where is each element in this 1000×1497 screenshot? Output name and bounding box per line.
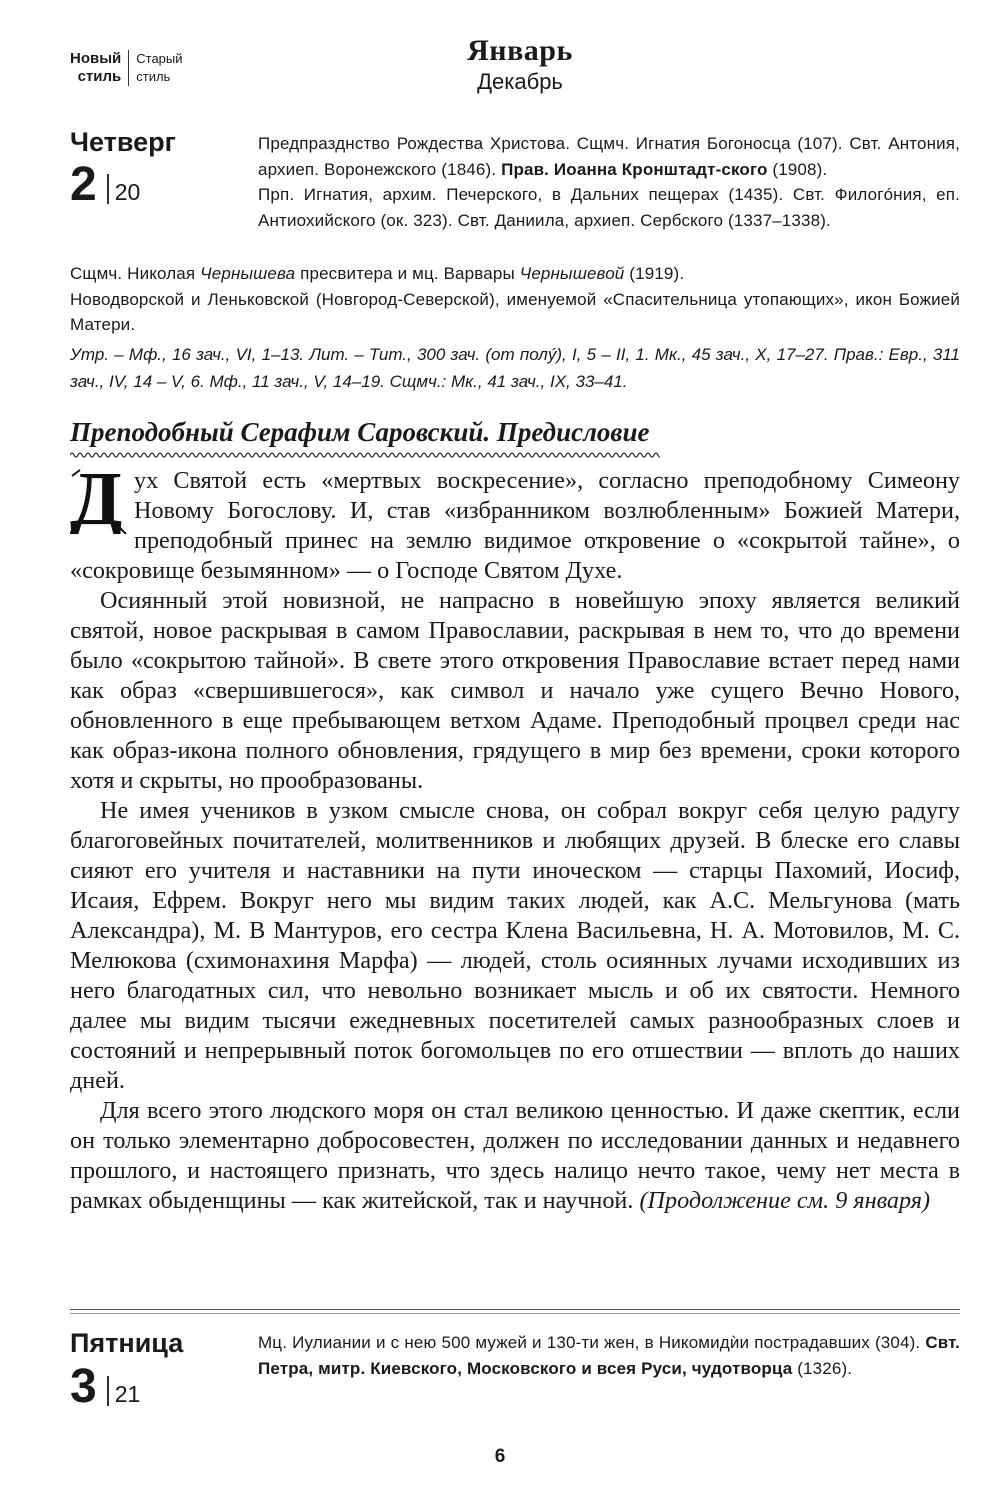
article-title: Преподобный Серафим Саровский. Предисловие — [70, 417, 650, 447]
day1-date-new: 2 — [70, 158, 97, 211]
month-new-style: Январь — [467, 34, 573, 67]
wavy-underline — [70, 450, 660, 460]
day1-date — [70, 160, 140, 210]
day2-weekday: Пятница — [70, 1328, 184, 1358]
commemoration-line: Сщмч. Николая Чернышева пресвитера и мц. Варвары Чернышевой (1919). — [70, 264, 685, 283]
drop-cap-glyph — [70, 468, 128, 534]
page-number: 6 — [494, 1446, 506, 1467]
article-paragraph: Осиянный этой новизной, не напрасно в новейшую эпоху является великий святой, новое раскрывая в самом Православии, раскрывая в нем то, что до времени было «сокрытою тайной». В свете этого откровения Православие встает перед нами как образ «свершившегося», как символ и начало уже сущего Вечно Нового, обновленного в еще пребывающем ветхом Адаме. Преподобный процвел среди нас как образ-икона полного обновления, грядущего в мир без времени, сроки которого хотя и скрыты, но прообразованы. — [70, 587, 960, 794]
article-paragraph: Д ух Святой есть «мертвых воскресение», согласно преподобному Симеону Новому Богослову. И, став «избранником возлюбленным» Божией Матери, преподобный принес на землю видимое откровение о «сокрытой тайне», о «сокровище безымянном» — о Господе Святом Духе. — [70, 466, 960, 586]
old-style-label: Старый стиль — [136, 51, 183, 84]
day1-commemorations-full — [70, 261, 960, 338]
section-divider — [70, 1309, 960, 1310]
day1-weekday: Четверг — [70, 127, 176, 157]
day2-date — [70, 1362, 140, 1412]
date-separator — [107, 174, 109, 204]
article-paragraph: Для всего этого людского моря он стал великою ценностью. И даже скептик, если он только элементарно добросовестен, должен по исследовании данных и недавнего прошлого, и настоящего признать, что здесь налицо нечто такое, чему нет места в рамках обыденщины — как житейской, так и научной. (Продолжение см. 9 января) — [70, 1097, 960, 1214]
day2-date-new: 3 — [70, 1360, 97, 1413]
month-old-style: Декабрь — [477, 69, 563, 94]
day2-date-old: 21 — [114, 1381, 141, 1407]
article-body — [70, 466, 960, 1216]
day1-commemorations-indented — [258, 131, 960, 233]
date-separator — [107, 1376, 109, 1406]
new-style-label: Новый стиль — [70, 50, 129, 86]
article-paragraph: Не имея учеников в узком смысле снова, он собрал вокруг себя целую радугу благоговейных почитателей, молитвенников и любящих друзей. В блеске его славы сияют его учителя и наставники на пути иноческом — старцы Пахомий, Иосиф, Исаия, Ефрем. Вокруг него мы видим таких людей, как А.С. Мельгунова (мать Александра), М. В Мантуров, его сестра Клена Васильевна, Н. А. Мотовилов, М. С. Мелюкова (схимонахиня Марфа) — людей, столь осиянных лучами исходивших из него благодатных сил, что невольно возникает мысль и об их святости. Немного далее мы видим тысячи ежедневных посетителей самых разнообразных слоев и состояний и непрерывный поток богомольцев по его отшествии — вплоть до наших дней. — [70, 797, 960, 1094]
commemoration-line: Новодворской и Леньковской (Новгород-Северской), именуемой «Спасительница утопающих», икон Божией Матери. — [70, 289, 960, 334]
section-divider-thin — [70, 1313, 960, 1314]
continuation-note: (Продолжение см. 9 января) — [639, 1187, 931, 1214]
style-legend — [70, 50, 183, 86]
svg-text:Д: Д — [70, 468, 123, 534]
month-header — [400, 34, 640, 96]
day1-readings: Утр. – Мф., 16 зач., VI, 1–13. Лит. – Тит., 300 зач. (от полý), I, 5 – II, 1. Мк., 45 зач., X, 17–27. Прав.: Евр., 311 зач., IV, 14 – V, 6. Мф., 11 зач., V, 14–19. Сщмч.: Мк., 41 зач., IX, 33–41. — [70, 345, 960, 391]
commemoration-line: Прп. Игнатия, архим. Печерского, в Дальних пещерах (1435). Свт. Филогóния, еп. Антиохийского (ок. 323). Свт. Даниила, архиеп. Сербского (1337–1338). — [258, 185, 960, 230]
commemoration-line: Предпразднство Рождества Христова. Сщмч. Игнатия Богоносца (107). Свт. Антония, архиеп. Воронежского (1846). Прав. Иоанна Кронштадт-ского (1908). — [258, 134, 961, 179]
drop-cap — [70, 468, 128, 534]
day1-date-old: 20 — [114, 179, 141, 205]
day2-commemorations: Мц. Иулиании и с нею 500 мужей и 130-ти жен, в Никомидѝи пострадавших (304). Свт. Петра, митр. Киевского, Московского и всея Руси, чудотворца (1326). — [258, 1333, 960, 1378]
